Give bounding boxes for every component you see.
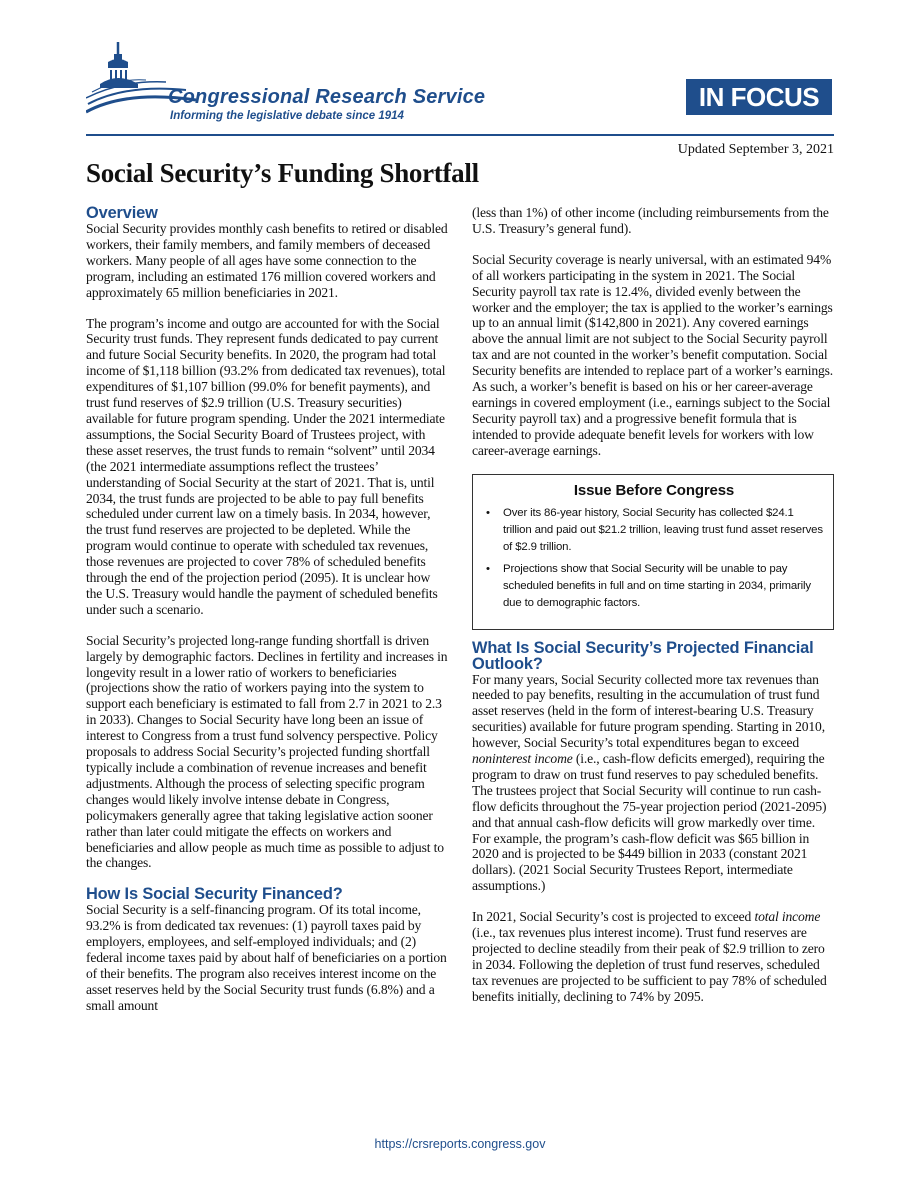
overview-paragraph-1: Social Security provides monthly cash benefits to retired or disabled workers, their family members, and family members of deceased workers. Many people of all ages have some connection to the program, including an estimated 176 million covered workers and approximately 65 million beneficiaries in 2021. — [86, 221, 448, 300]
page-title: Social Security’s Funding Shortfall — [86, 158, 479, 188]
left-column — [86, 205, 448, 1029]
financed-paragraph-1-continued: (less than 1%) of other income (including reimbursements from the U.S. Treasury’s general fund). — [472, 205, 829, 236]
outlook-p2-text-a: In 2021, Social Security’s cost is projected to exceed — [472, 909, 755, 925]
org-tagline: Informing the legislative debate since 1914 — [170, 110, 404, 122]
financed-heading: How Is Social Security Financed? — [86, 885, 343, 904]
right-column — [472, 205, 834, 1020]
financed-paragraph-1: Social Security is a self-financing program. Of its total income, 93.2% is from dedicated tax revenues: (1) payroll taxes paid by employers, employees, and self-employed individuals; and (2) federal income taxes paid by about half of beneficiaries on a portion of their benefits. The program also receives interest income on the asset reserves held by the Social Security trust funds (6.8%) and a small amount — [86, 902, 447, 1013]
in-focus-badge: IN FOCUS — [686, 79, 832, 115]
outlook-p2-emphasis: total income — [754, 909, 821, 925]
org-name: Congressional Research Service — [168, 86, 486, 108]
overview-paragraph-3: Social Security’s projected long-range funding shortfall is driven largely by demographic factors. Declines in fertility and increases in longevity result in a lower ratio of workers to beneficiaries (projections show the ratio of workers paying into the system to support each beneficiary is estimated to fall from 2.7 in 2021 to 2.3 in 2033). Changes to Social Security have long been an issue of interest to Congress from a trust fund solvency perspective. Policy proposals to address Social Security’s projected funding shortfall typically include a combination of revenue increases and benefit adjustments. Although the process of selecting specific program changes would likely involve intense debate in Congress, policymakers generally agree that taking legislative action sooner rather than later could mitigate the effects on workers and beneficiaries and allow people as much time as possible to adjust to the changes. — [86, 632, 448, 871]
footer-url-link[interactable]: https://crsreports.congress.gov — [374, 1137, 546, 1151]
header-rule — [86, 134, 834, 136]
issue-box-title: Issue Before Congress — [573, 481, 735, 499]
updated-date: Updated September 3, 2021 — [677, 142, 834, 157]
outlook-p1-emphasis: noninterest income — [472, 751, 573, 767]
financed-paragraph-2: Social Security coverage is nearly universal, with an estimated 94% of all workers participating in the system in 2021. The Social Security payroll tax rate is 12.4%, divided evenly between the worker and the employer; the tax is applied to the worker’s earnings up to an annual limit ($142,800 in 2021). Any covered earnings above the annual limit are not subject to the Social Security payroll tax and are not counted in the worker’s benefit computation. Social Security benefits are intended to replace part of a worker’s earnings. As such, a worker’s benefit is based on his or her career-average earnings in covered employment (i.e., earnings subject to the Social Security payroll tax) and a progressive benefit formula that is intended to provide adequate benefit levels for workers with low career-average earnings. — [472, 251, 834, 458]
issue-box — [472, 474, 834, 630]
outlook-heading: What Is Social Security’s Projected Financial Outlook? — [472, 638, 814, 673]
outlook-paragraph-1 — [472, 672, 834, 895]
outlook-p2-text-b: (i.e., tax revenues plus interest income). Trust fund reserves are projected to decline steadily from their peak of $2.9 trillion to zero in 2034. Following the depletion of trust fund reserves, scheduled tax revenues are projected to be sufficient to pay 78% of scheduled benefits initially, declining to 74% by 2095. — [472, 925, 827, 1004]
outlook-p1-text-a: For many years, Social Security collected more tax revenues than needed to pay benefits, resulting in the accumulation of trust fund asset reserves (held in the form of interest-bearing U.S. Treasury securities) available for future program spending. Starting in 2010, however, Social Security’s total expenditures began to exceed — [472, 671, 825, 751]
issue-box-item: • Over its 86-year history, Social Security has collected $24.1 trillion and paid out $21.2 trillion, leaving trust fund asset reserves of $2.9 trillion. — [503, 505, 823, 556]
outlook-p1-text-b: (i.e., cash-flow deficits emerged), requiring the program to draw on trust fund reserves to pay scheduled benefits. The trustees project that Social Security will continue to run cash-flow deficits throughout the 75-year projection period (2021-2095) and that annual cash-flow deficits will grow markedly over time. For example, the program’s cash-flow deficit was $65 billion in 2020 and is projected to be $449 billion in 2033 (constant 2021 dollars). (2021 Social Security Trustees Report, intermediate assumptions.) — [472, 751, 827, 894]
issue-box-item: • Projections show that Social Security will be unable to pay scheduled benefits in full and on time starting in 2034, primarily due to demographic factors. — [503, 561, 823, 612]
outlook-paragraph-2 — [472, 909, 834, 1004]
overview-paragraph-2: The program’s income and outgo are accounted for with the Social Security trust funds. They represent funds dedicated to pay current and future Social Security benefits. In 2020, the program had total income of $1,118 billion (93.2% from dedicated tax revenues), total expenditures of $1,107 billion (99.0% for benefit payments), and trust fund reserves of $2.9 trillion (U.S. Treasury securities) available for future program spending. Under the 2021 intermediate assumptions, the Social Security Board of Trustees project, with these asset reserves, the trust funds to remain “solvent” until 2034 (the 2021 intermediate assumptions reflect the trustees’ understanding of Social Security at the start of 2021. That is, until 2034, the trust funds are projected to be able to pay full benefits scheduled under current law on a timely basis. In 2034, however, the trust fund reserves are projected to be depleted. While the program would continue to operate with scheduled tax revenues, those revenues are projected to cover 78% of scheduled benefits through the end of the projection period (2095). It is unclear how the U.S. Treasury would handle the payment of scheduled benefits under such a scenario. — [86, 315, 446, 617]
issue-box-list — [485, 505, 823, 612]
overview-heading: Overview — [86, 204, 158, 222]
